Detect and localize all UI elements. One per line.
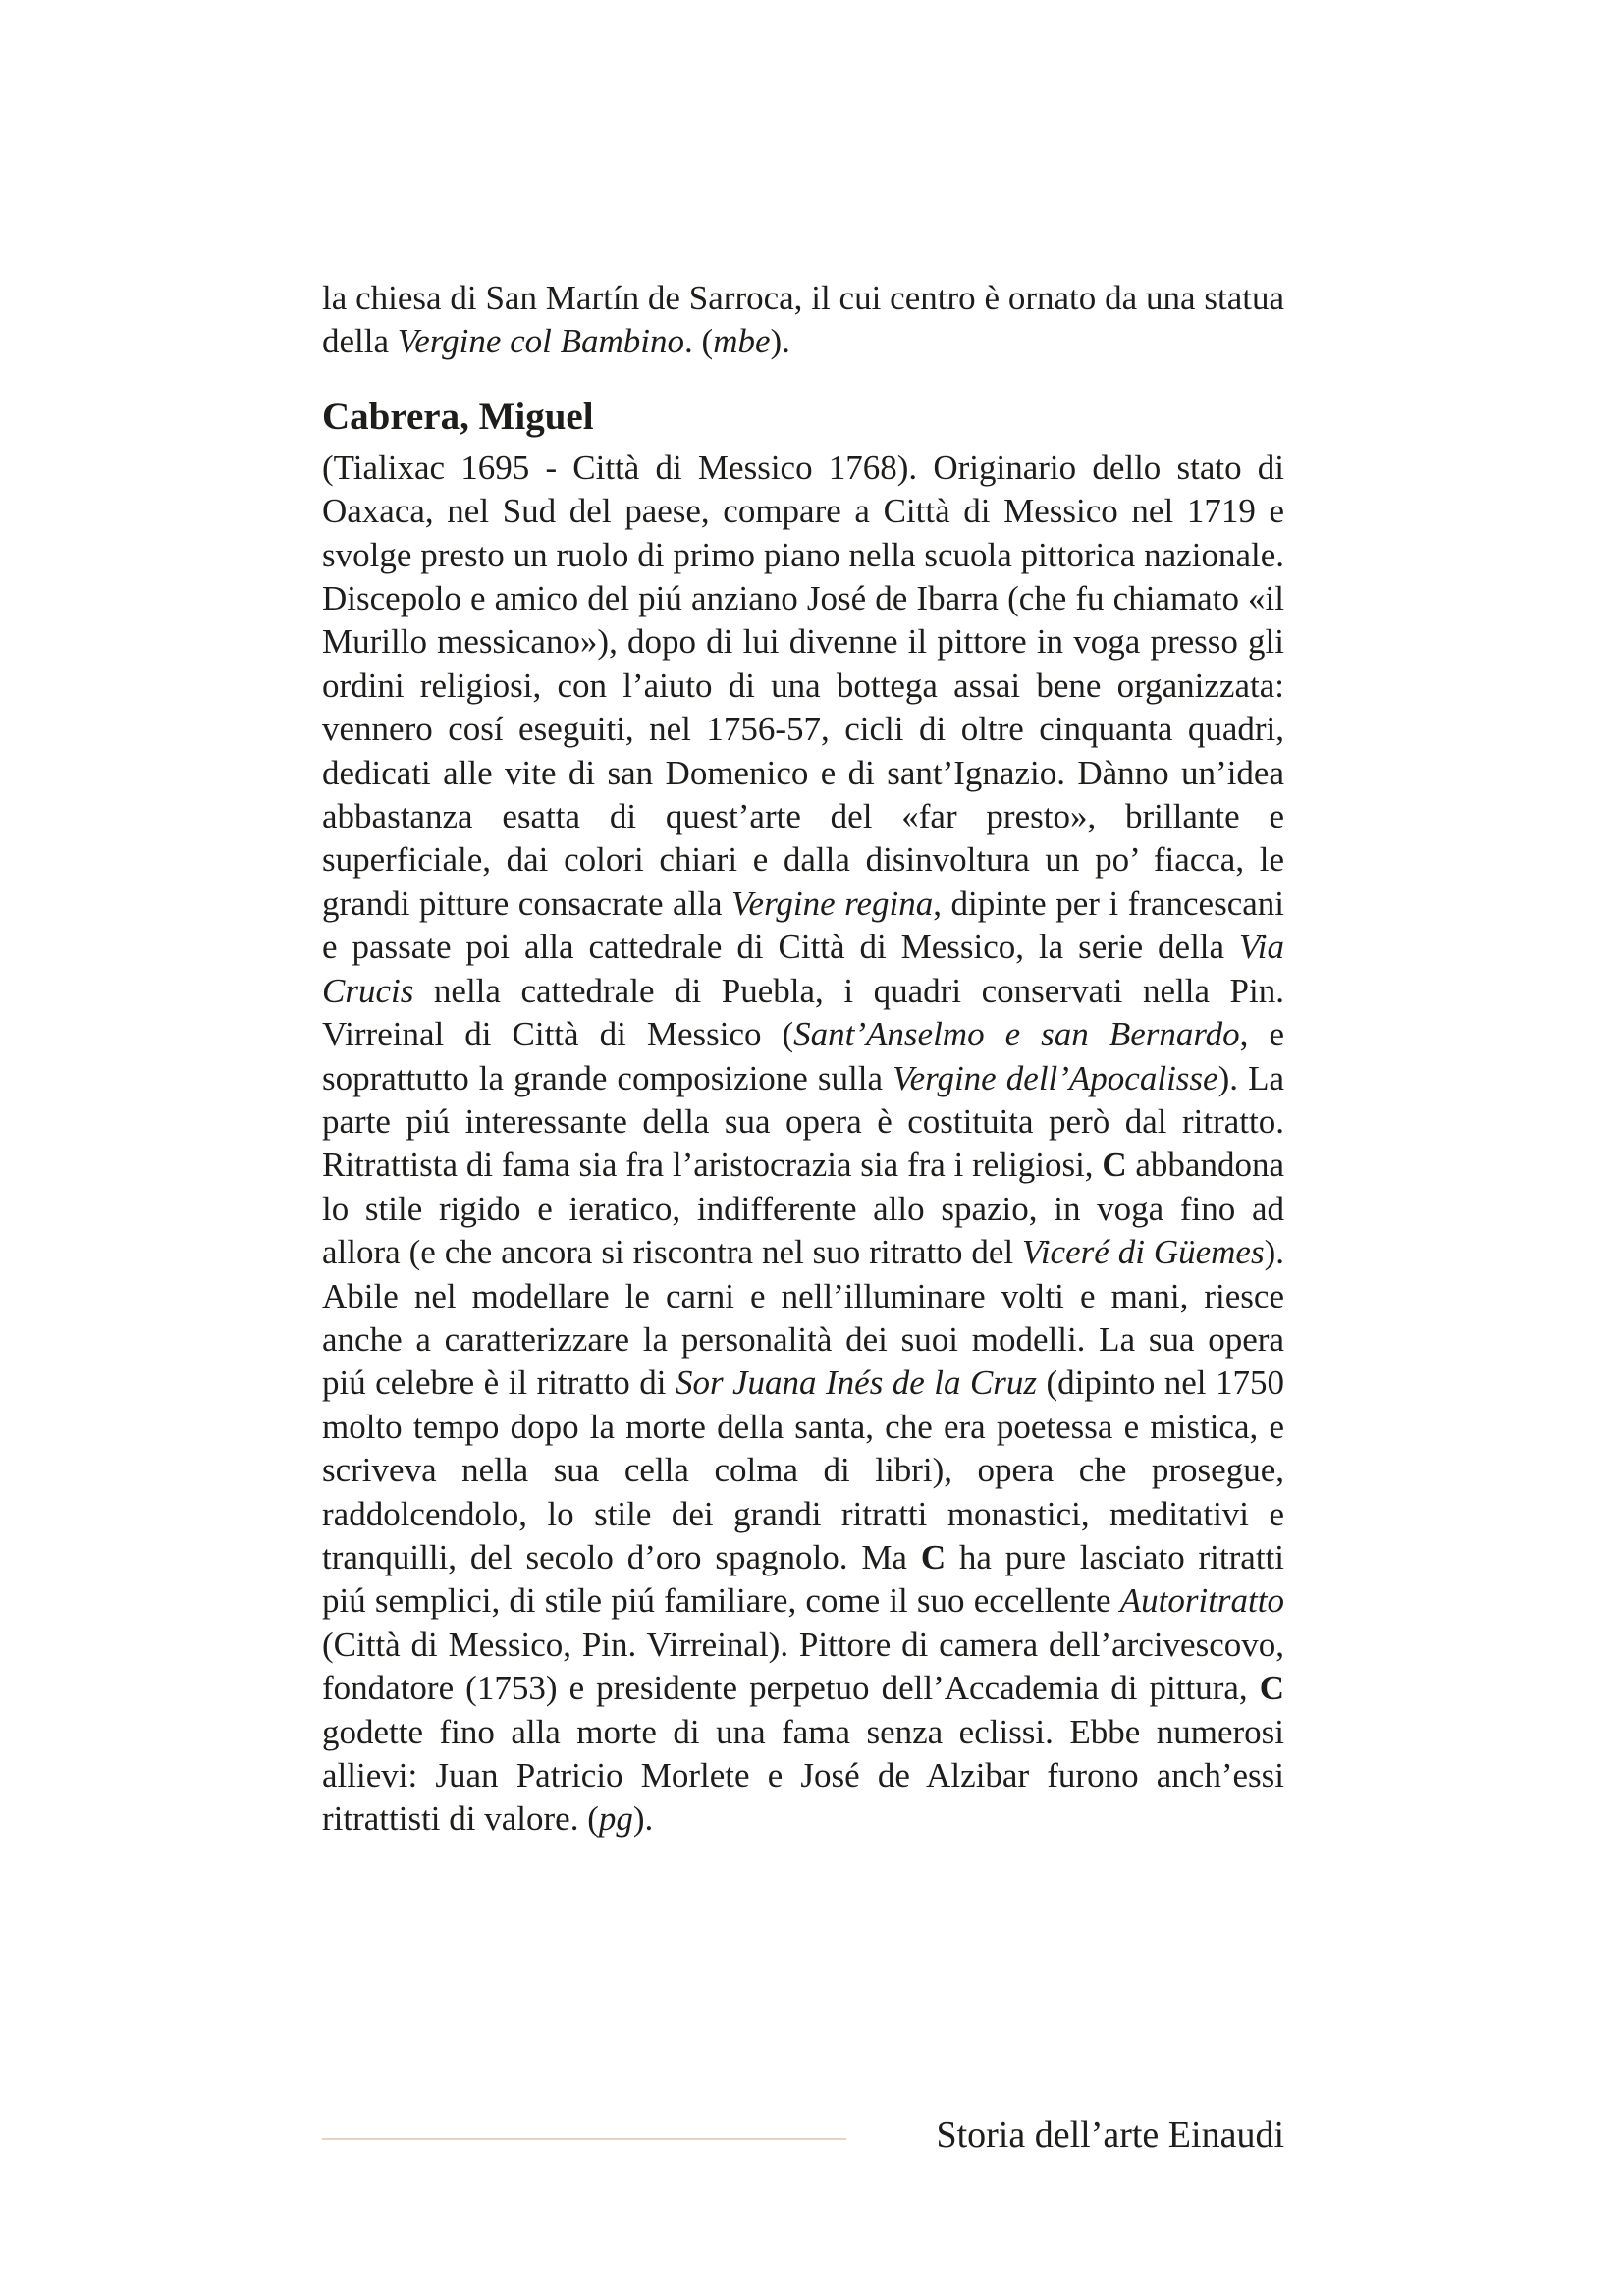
entry-italic-run: Autoritratto bbox=[1119, 1581, 1284, 1621]
entry-text-run: (dipinto nel 1750 molto tempo dopo la morte della santa, che era poetessa e mistica, e scriveva nella sua cella colma di libri), opera che prosegue, raddolcendolo, lo stile dei grandi ritratti monastici, meditativi e tranquilli, del secolo d’oro spagnolo. Ma bbox=[322, 1363, 1284, 1576]
entry-italic-run: pg bbox=[598, 1799, 633, 1839]
entry-text-run: , e soprattutto la grande composizione sulla bbox=[322, 1015, 1284, 1097]
entry-text-run: ). bbox=[632, 1799, 654, 1839]
intro-author-initials: mbe bbox=[713, 322, 771, 361]
entry-italic-run: Vergine regina bbox=[731, 883, 934, 923]
intro-paragraph bbox=[322, 277, 1284, 364]
page-footer bbox=[322, 2101, 1284, 2160]
intro-text: la chiesa di San Martín de Sarroca, il cui centro è ornato da una statua della bbox=[322, 279, 1284, 361]
entry-italic-run: Viceré di Güemes bbox=[1022, 1233, 1265, 1272]
entry-bold-run: C bbox=[920, 1537, 947, 1576]
footer-title: Storia dell’arte Einaudi bbox=[936, 2114, 1284, 2156]
entry-text-run: ha pure lasciato ritratti piú semplici, di stile piú familiare, come il suo eccellente bbox=[322, 1537, 1284, 1621]
intro-punctuation: . ( bbox=[684, 322, 714, 361]
entry-text-run: nella cattedrale di Puebla, i quadri conservati nella Pin. Virreinal di Città di Messico ( bbox=[322, 971, 1284, 1054]
entry-italic-run: Sor Juana Inés de la Cruz bbox=[675, 1363, 1038, 1403]
entry-bold-run: C bbox=[1259, 1669, 1284, 1708]
intro-work-title: Vergine col Bambino bbox=[397, 322, 685, 361]
intro-end: ). bbox=[770, 322, 790, 361]
entry-text-run: (Tialixac 1695 - Città di Messico 1768). Originario dello stato di Oaxaca, nel Sud del paese, compare a Città di Messico nel 1719 e svolge presto un ruolo di primo piano nella scuola pittorica nazionale. Discepolo e amico del piú anziano José de Ibarra (che fu chiamato «il Murillo messicano»), dopo di lui divenne il pittore in voga presso gli ordini religiosi, con l’aiuto di una bottega assai bene organizzata: vennero cosí eseguiti, nel 1756-57, cicli di oltre cinquanta quadri, dedicati alle vite di san Domenico e di sant’Ignazio. Dànno un’idea abbastanza esatta di quest’arte del «far presto», brillante e superficiale, dai colori chiari e dalla disinvoltura un po’ fiacca, le grandi pitture consacrate alla bbox=[322, 448, 1284, 923]
entry-heading: Cabrera, Miguel bbox=[322, 395, 594, 438]
entry-text-run: godette fino alla morte di una fama senza eclissi. Ebbe numerosi allievi: Juan Patricio Morlete e José de Alzibar furono anch’essi ritrattisti di valore. ( bbox=[322, 1712, 1284, 1839]
entry-text-run: ). La parte piú interessante della sua opera è costituita però dal ritratto. Ritrattista di fama sia fra l’aristocrazia sia fra i religiosi, bbox=[322, 1058, 1284, 1185]
entry-italic-run: Via Crucis bbox=[322, 928, 1284, 1010]
entry-text-run: (Città di Messico, Pin. Virreinal). Pittore di camera dell’arcivescovo, fondatore (1753) e presidente perpetuo dell’Accademia di pittura, bbox=[322, 1625, 1284, 1708]
page-body bbox=[322, 277, 1284, 1842]
entry-italic-run: Sant’Anselmo e san Bernardo bbox=[793, 1015, 1240, 1054]
entry-text-run: ). Abile nel modellare le carni e nell’illuminare volti e mani, riesce anche a caratterizzare la personalità dei suoi modelli. La sua opera piú celebre è il ritratto di bbox=[322, 1233, 1284, 1403]
footer-rule bbox=[322, 2138, 846, 2140]
entry-paragraph bbox=[322, 447, 1284, 1842]
entry-italic-run: Vergine dell’Apocalisse bbox=[893, 1058, 1218, 1097]
entry-text-run: abbandona lo stile rigido e ieratico, indifferente allo spazio, in voga fino ad allora (e che ancora si riscontra nel suo ritratto del bbox=[322, 1146, 1284, 1272]
entry-text-run: , dipinte per i francescani e passate poi alla cattedrale di Città di Messico, la serie della bbox=[322, 883, 1285, 967]
entry-bold-run: C bbox=[1102, 1146, 1127, 1185]
